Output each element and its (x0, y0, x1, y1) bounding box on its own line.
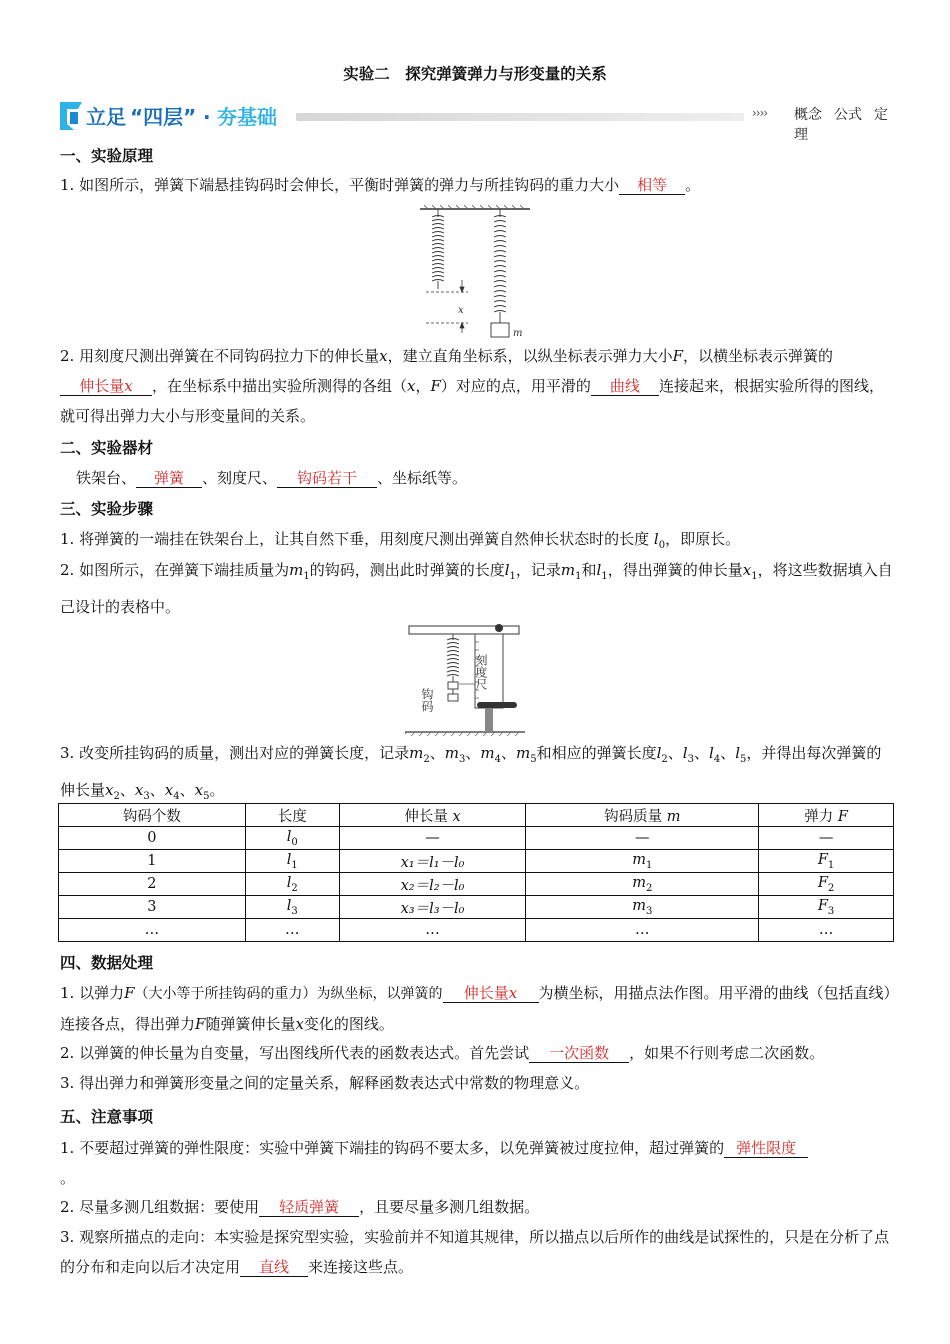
fig2-label-hook: 钩码 (420, 688, 434, 712)
table-header: 伸长量 x (339, 804, 526, 827)
logo-text-a: 立足 (86, 105, 126, 129)
notes-p1: 1. 不要超过弹簧的弹性限度：实验中弹簧下端挂的钩码不要太多，以免弹簧被过度拉伸，超过弹簧的 弹性限度 。 (60, 1133, 894, 1193)
answer-blank: 伸长量x (443, 984, 539, 1003)
principle-p1: 1. 如图所示，弹簧下端悬挂钩码时会伸长，平衡时弹簧的弹力与所挂钩码的重力大小 相等 。 (60, 176, 701, 194)
steps-p3: 3. 改变所挂钩码的质量，测出对应的弹簧长度，记录$m_2$、$m_3$、$m_4$、$m_5$和相应的弹簧长度$l_2$、$l_3$、$l_4$、$l_5$，并得出每次弹簧的伸长量$x_2$、$x_3$、$x_4$、$x_5$。 (60, 744, 882, 802)
table-row: 1 $l_1$ x₁＝l₁－l₀ $m_1$ $F_1$ (59, 850, 894, 873)
heading-data-processing: 四、数据处理 (60, 954, 154, 972)
fig1-label-m: m (513, 328, 523, 339)
page-title: 实验二 探究弹簧弹力与形变量的关系 (343, 65, 607, 83)
data-table (58, 803, 894, 942)
answer-blank: 轻质弹簧 (259, 1198, 359, 1217)
fig2-label-ruler: 刻度尺 (474, 654, 488, 690)
banner-arrows: ›››› (752, 106, 768, 120)
heading-notes: 五、注意事项 (60, 1108, 154, 1126)
table-row: 3 $l_3$ x₃＝l₃－l₀ $m_3$ $F_3$ (59, 896, 894, 919)
answer-blank: 一次函数 (529, 1044, 629, 1063)
logo-dot: · (203, 105, 211, 129)
notes-p2: 2. 尽量多测几组数据：要使用 轻质弹簧 ，且要尽量多测几组数据。 (60, 1198, 540, 1216)
answer-blank: 钩码若干 (277, 469, 377, 488)
tag-theorem: 定理 (794, 107, 888, 143)
banner-divider-bar (296, 113, 744, 121)
steps-p1: 1. 将弹簧的一端挂在铁架台上，让其自然下垂，用刻度尺测出弹簧自然伸长状态时的长度 $l_0$，即原长。 (60, 530, 741, 551)
answer-blank: 相等 (619, 176, 685, 195)
answer-blank: 弹性限度 (724, 1139, 808, 1158)
spring-figure-1 (420, 205, 530, 340)
table-row: 2 $l_2$ x₂＝l₂－l₀ $m_2$ $F_2$ (59, 873, 894, 896)
heading-steps: 三、实验步骤 (60, 500, 154, 518)
banner-tags (794, 104, 890, 144)
section-banner (60, 100, 890, 143)
table-row: … … … … … (59, 919, 894, 942)
logo-text-b: “四层” (130, 105, 197, 129)
processing-p1: 1. 以弹力F（大小等于所挂钩码的重力）为纵坐标，以弹簧的 伸长量x 为横坐标，用描点法作图。用平滑的曲线（包括直线）连接各点，得出弹力F随弹簧伸长量x变化的图线。 (60, 984, 892, 1033)
answer-blank: 弹簧 (136, 469, 202, 488)
notes-p3: 3. 观察所描点的走向：本实验是探究型实验，实验前并不知道其规律，所以描点以后所作的曲线是试探性的，只是在分析了点的分布和走向以后才决定用 直线 来连接这些点。 (60, 1228, 890, 1276)
banner-logo-graphic (60, 100, 288, 132)
processing-p2: 2. 以弹簧的伸长量为自变量，写出图线所代表的函数表达式。首先尝试 一次函数 ，如果不行则考虑二次函数。 (60, 1044, 825, 1062)
answer-blank: 曲线 (591, 377, 659, 396)
steps-p2: 2. 如图所示，在弹簧下端挂质量为$m_1$的钩码，测出此时弹簧的长度$l_1$，记录$m_1$和$l_1$，得出弹簧的伸长量$x_1$，将这些数据填入自己设计的表格中。 (60, 561, 893, 616)
heading-principle: 一、实验原理 (60, 147, 154, 165)
equipment-text: 铁架台、 弹簧 、刻度尺、 钩码若干 、坐标纸等。 (76, 469, 468, 487)
table-header: 钩码质量 m (526, 804, 759, 827)
tag-formula: 公式 (834, 107, 862, 123)
answer-blank: 直线 (240, 1258, 308, 1277)
table-row: 0 $l_0$ — — — (59, 827, 894, 850)
table-header-row (59, 804, 894, 827)
processing-p3: 3. 得出弹力和弹簧形变量之间的定量关系，解释函数表达式中常数的物理意义。 (60, 1074, 590, 1092)
table-header: 长度 (245, 804, 339, 827)
fig1-label-x: x (458, 305, 464, 316)
spring-figure-2 (405, 618, 525, 736)
principle-p2: 2. 用刻度尺测出弹簧在不同钩码拉力下的伸长量x，建立直角坐标系，以纵坐标表示弹力大小F，以横坐标表示弹簧的伸长量x ，在坐标系中描出实验所测得的各组（x，F）对应的点，用平滑的 曲线 连接起来，根据实验所得的图线，就可得出弹力大小与形变量间的关系。 (60, 347, 884, 425)
heading-equipment: 二、实验器材 (60, 439, 154, 457)
table-header: 钩码个数 (59, 804, 246, 827)
table-header: 弹力 F (759, 804, 894, 827)
tag-concept: 概念 (794, 107, 822, 123)
logo-text-c: 夯基础 (217, 105, 277, 129)
answer-blank: 伸长量x (60, 377, 152, 396)
